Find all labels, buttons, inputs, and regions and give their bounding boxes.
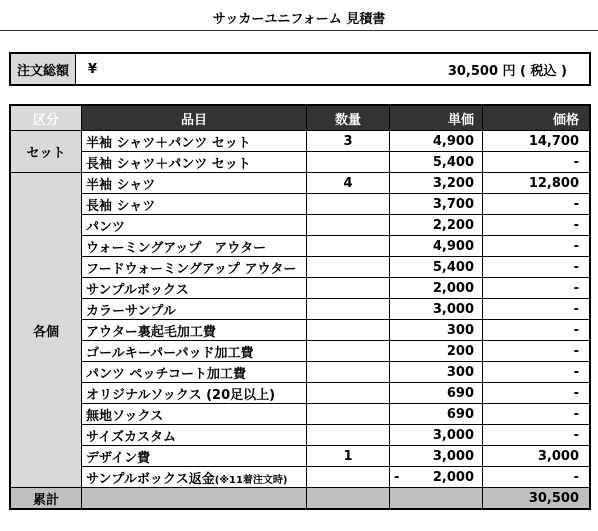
item-qty bbox=[307, 236, 390, 257]
item-name: パンツ bbox=[82, 215, 307, 236]
table-row bbox=[10, 425, 590, 446]
item-name: パンツ ペッチコート加工費 bbox=[82, 362, 307, 383]
item-name: 長袖 シャツ＋パンツ セット bbox=[82, 152, 307, 173]
item-price: - bbox=[483, 236, 591, 257]
estimate-table bbox=[9, 104, 591, 510]
item-qty bbox=[307, 215, 390, 236]
table-row bbox=[10, 362, 590, 383]
table-row bbox=[10, 383, 590, 404]
item-price: 12,800 bbox=[483, 173, 591, 194]
item-unit-price: 2,000 bbox=[390, 278, 483, 299]
item-name: サイズカスタム bbox=[82, 425, 307, 446]
table-row bbox=[10, 299, 590, 320]
item-price: - bbox=[483, 299, 591, 320]
order-total-amount: 30,500 円 ( 税込 ) bbox=[118, 53, 590, 85]
col-header-item: 品目 bbox=[82, 105, 307, 131]
item-price: - bbox=[483, 467, 591, 488]
table-row bbox=[10, 173, 590, 194]
table-row bbox=[10, 341, 590, 362]
item-qty bbox=[307, 299, 390, 320]
item-qty bbox=[307, 257, 390, 278]
item-unit-price: 4,900 bbox=[390, 131, 483, 152]
item-price: 3,000 bbox=[483, 446, 591, 467]
item-unit-price: 5,400 bbox=[390, 257, 483, 278]
item-unit-price: 3,000 bbox=[390, 446, 483, 467]
item-qty bbox=[307, 362, 390, 383]
item-qty bbox=[307, 425, 390, 446]
table-row bbox=[10, 257, 590, 278]
item-unit-price: 690 bbox=[390, 383, 483, 404]
item-name bbox=[82, 467, 307, 488]
item-name: ゴールキーパーパッド加工費 bbox=[82, 341, 307, 362]
item-unit-price: 3,000 bbox=[390, 425, 483, 446]
item-qty bbox=[307, 194, 390, 215]
item-name: アウター裏起毛加工費 bbox=[82, 320, 307, 341]
item-name-text: サンプルボックス返金 bbox=[86, 471, 215, 487]
currency-symbol: ¥ bbox=[76, 53, 119, 85]
item-unit-price: 3,700 bbox=[390, 194, 483, 215]
item-qty bbox=[307, 152, 390, 173]
item-price: - bbox=[483, 215, 591, 236]
table-row bbox=[10, 236, 590, 257]
item-note: (※11着注文時) bbox=[214, 474, 288, 486]
item-qty bbox=[307, 467, 390, 488]
item-qty bbox=[307, 404, 390, 425]
item-name: 半袖 シャツ bbox=[82, 173, 307, 194]
order-total-table bbox=[9, 52, 591, 86]
item-price: - bbox=[483, 425, 591, 446]
item-name: サンプルボックス bbox=[82, 278, 307, 299]
item-unit-price: 2,200 bbox=[390, 215, 483, 236]
minus-sign: - bbox=[394, 469, 400, 485]
table-row bbox=[10, 152, 590, 173]
total-blank bbox=[307, 488, 390, 510]
total-label: 累計 bbox=[10, 488, 82, 510]
col-header-qty: 数量 bbox=[307, 105, 390, 131]
item-name: フードウォーミングアップ アウター bbox=[82, 257, 307, 278]
order-total-label: 注文総額 bbox=[10, 53, 76, 85]
table-row bbox=[10, 467, 590, 488]
table-row bbox=[10, 320, 590, 341]
item-unit-price bbox=[390, 467, 483, 488]
item-price: - bbox=[483, 257, 591, 278]
document-title: サッカーユニフォーム 見積書 bbox=[212, 12, 386, 27]
item-name: 無地ソックス bbox=[82, 404, 307, 425]
col-header-category: 区分 bbox=[10, 105, 82, 131]
table-row bbox=[10, 131, 590, 152]
category-set: セット bbox=[10, 131, 82, 173]
header-row bbox=[10, 105, 590, 131]
item-name: 半袖 シャツ＋パンツ セット bbox=[82, 131, 307, 152]
table-row bbox=[10, 278, 590, 299]
total-price: 30,500 bbox=[483, 488, 591, 510]
item-unit-price: 200 bbox=[390, 341, 483, 362]
item-qty bbox=[307, 320, 390, 341]
item-unit-price: 3,000 bbox=[390, 299, 483, 320]
item-price: - bbox=[483, 320, 591, 341]
item-price: - bbox=[483, 278, 591, 299]
item-unit-price: 300 bbox=[390, 362, 483, 383]
item-unit-price: 3,200 bbox=[390, 173, 483, 194]
item-price: - bbox=[483, 383, 591, 404]
total-blank bbox=[82, 488, 307, 510]
item-unit-price: 300 bbox=[390, 320, 483, 341]
title-underline bbox=[0, 30, 598, 31]
item-name: オリジナルソックス (20足以上) bbox=[82, 383, 307, 404]
col-header-unit-price: 単価 bbox=[390, 105, 483, 131]
item-price: - bbox=[483, 362, 591, 383]
item-name: ウォーミングアップ アウター bbox=[82, 236, 307, 257]
item-qty bbox=[307, 341, 390, 362]
total-row bbox=[10, 488, 590, 510]
item-price: - bbox=[483, 341, 591, 362]
item-name: カラーサンプル bbox=[82, 299, 307, 320]
item-unit-price: 690 bbox=[390, 404, 483, 425]
item-qty: 3 bbox=[307, 131, 390, 152]
item-price: - bbox=[483, 404, 591, 425]
item-name: デザイン費 bbox=[82, 446, 307, 467]
table-row bbox=[10, 215, 590, 236]
item-unit-price: 5,400 bbox=[390, 152, 483, 173]
item-qty bbox=[307, 278, 390, 299]
table-row bbox=[10, 194, 590, 215]
item-price: 14,700 bbox=[483, 131, 591, 152]
table-row bbox=[10, 404, 590, 425]
item-price: - bbox=[483, 152, 591, 173]
table-row bbox=[10, 446, 590, 467]
item-qty: 4 bbox=[307, 173, 390, 194]
item-price: - bbox=[483, 194, 591, 215]
category-individual: 各個 bbox=[10, 173, 82, 488]
item-unit-price: 4,900 bbox=[390, 236, 483, 257]
item-name: 長袖 シャツ bbox=[82, 194, 307, 215]
total-blank bbox=[390, 488, 483, 510]
item-qty bbox=[307, 383, 390, 404]
col-header-price: 価格 bbox=[483, 105, 591, 131]
item-qty: 1 bbox=[307, 446, 390, 467]
item-unit-price-value: 2,000 bbox=[432, 469, 474, 485]
